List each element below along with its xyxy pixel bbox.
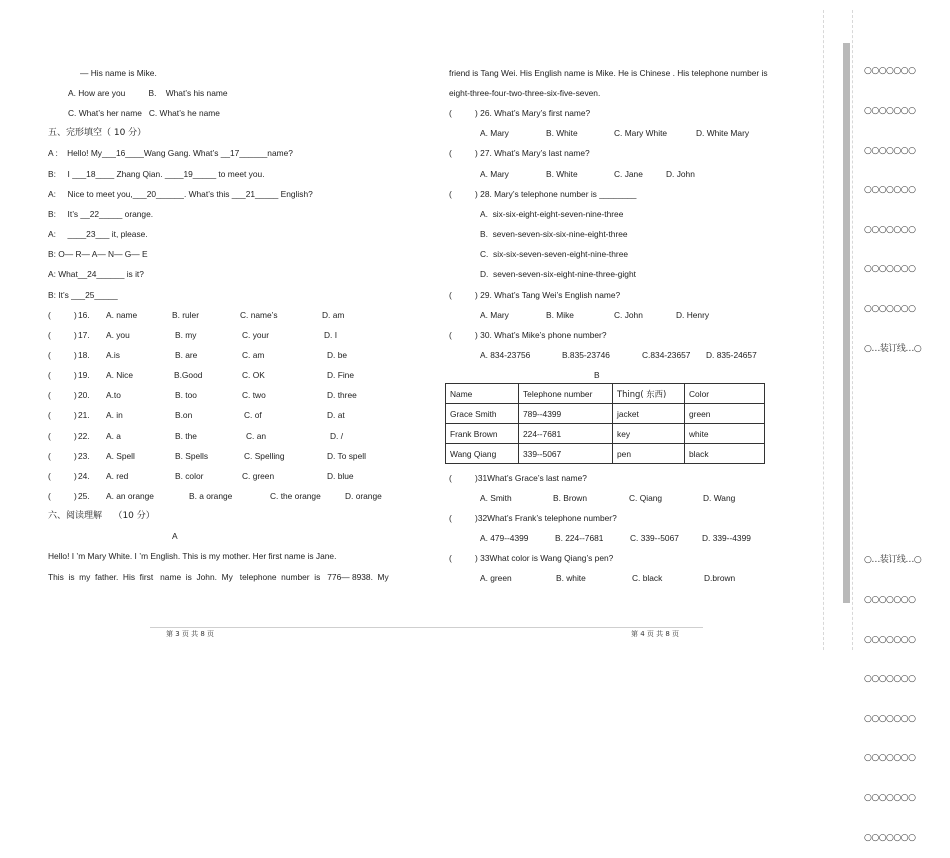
table-header-cell: Telephone number xyxy=(519,384,613,404)
binding-row: ○○○○○○○ xyxy=(864,634,916,645)
binding-line-label: ○…装订线…○ xyxy=(864,343,922,354)
option-b: B. too xyxy=(175,390,197,400)
answer-paren[interactable]: ( ) xyxy=(48,330,77,340)
info-table xyxy=(445,383,765,464)
table-header-cell: Color xyxy=(685,384,765,404)
question-28[interactable]: ( ) 28. Mary’s telephone number is ________ xyxy=(449,189,637,199)
table-header-cell: Name xyxy=(446,384,519,404)
dialog-line: A : Hello! My___16____Wang Gang. What’s __17______name? xyxy=(48,148,293,158)
option-d: D.brown xyxy=(704,573,736,583)
binding-row: ○○○○○○○ xyxy=(864,106,916,117)
binding-row: ○○○○○○○ xyxy=(864,674,916,685)
option-a: A. Mary xyxy=(480,128,509,138)
table-header-row xyxy=(446,384,765,404)
question-number: 24. xyxy=(78,471,90,481)
answer-paren[interactable]: ( ) xyxy=(48,431,77,441)
binding-row: ○○○○○○○ xyxy=(864,185,916,196)
option-d: D. be xyxy=(327,350,348,360)
question-number: 17. xyxy=(78,330,90,340)
option-d: D. / xyxy=(330,431,344,441)
option-a: A. Mary xyxy=(480,169,509,179)
option-a: A. Mary xyxy=(480,310,509,320)
option-c: C. two xyxy=(242,390,266,400)
section-heading-5: 五、完形填空（ 10 分） xyxy=(48,128,147,138)
answer-paren[interactable]: ( ) xyxy=(48,350,77,360)
option-d: D. blue xyxy=(327,471,354,481)
option-a: A. red xyxy=(106,471,129,481)
option-a: A. Nice xyxy=(106,370,133,380)
binding-row: ○○○○○○○ xyxy=(864,304,916,315)
option-a: A. green xyxy=(480,573,512,583)
option-a: A. 479--4399 xyxy=(480,533,529,543)
binding-row: ○○○○○○○ xyxy=(864,793,916,804)
option-b: B. Mike xyxy=(546,310,574,320)
table-cell: black xyxy=(685,444,765,464)
option-b: B. my xyxy=(175,330,197,340)
option-d: D. White Mary xyxy=(696,128,750,138)
binding-scrollbar[interactable] xyxy=(843,43,850,603)
option-a: A. Spell xyxy=(106,451,135,461)
margin-divider xyxy=(852,10,853,650)
option-d: D. seven-seven-six-eight-nine-three-gight xyxy=(480,269,636,279)
option-c: C.834-23657 xyxy=(642,350,691,360)
question-number: 20. xyxy=(78,390,90,400)
option-a: A. Smith xyxy=(480,493,512,503)
option-d: D. Henry xyxy=(676,310,710,320)
option-b: B. color xyxy=(175,471,204,481)
question-number: 25. xyxy=(78,491,90,501)
question-27[interactable]: ( ) 27. What’s Mary’s last name? xyxy=(449,148,590,158)
passage-line: This is my father. His first name is John. My telephone number is 776— 8938. My xyxy=(48,572,389,582)
dialog-line: B: It’s __22_____ orange. xyxy=(48,209,154,219)
option-a: A. 834-23756 xyxy=(480,350,531,360)
option-b: B. 224--7681 xyxy=(555,533,604,543)
option-c: C. of xyxy=(244,410,262,420)
margin-divider xyxy=(823,10,824,650)
option-a: A. name xyxy=(106,310,138,320)
table-cell: pen xyxy=(613,444,685,464)
option-b: B.835-23746 xyxy=(562,350,610,360)
option-c: C. name’s xyxy=(240,310,278,320)
option-a: A. a xyxy=(106,431,121,441)
section-heading-6: 六、阅读理解 （10 分） xyxy=(48,511,155,521)
option-c: C. Qiang xyxy=(629,493,663,503)
option-c: C. OK xyxy=(242,370,265,380)
option-d: D. 835-24657 xyxy=(706,350,757,360)
question-26[interactable]: ( ) 26. What’s Mary’s first name? xyxy=(449,108,591,118)
option-c: C. 339--5067 xyxy=(630,533,679,543)
option-a: A. in xyxy=(106,410,123,420)
option-d: D. Wang xyxy=(703,493,736,503)
dialog-line: A: ____23___ it, please. xyxy=(48,229,148,239)
binding-circles-bottom xyxy=(864,528,921,858)
passage-line: friend is Tang Wei. His English name is Mike. He is Chinese . His telephone number is xyxy=(449,68,768,78)
option-c: C. green xyxy=(242,471,275,481)
page-footer-left: 第 3 页 共 8 页 xyxy=(166,630,215,638)
dialog-line: A: What__24______ is it? xyxy=(48,269,144,279)
option-d: D. Fine xyxy=(327,370,354,380)
option-b: B. the xyxy=(175,431,197,441)
option-b: B. Brown xyxy=(553,493,587,503)
option-c: C. the orange xyxy=(270,491,321,501)
option-b: B. seven-seven-six-six-nine-eight-three xyxy=(480,229,628,239)
option-c: C. your xyxy=(242,330,269,340)
answer-paren[interactable]: ( ) xyxy=(48,370,77,380)
table-cell: key xyxy=(613,424,685,444)
binding-row: ○○○○○○○ xyxy=(864,66,916,77)
question-number: 19. xyxy=(78,370,90,380)
option-d: D. orange xyxy=(345,491,382,501)
option-d: D. am xyxy=(322,310,345,320)
question-30[interactable]: ( ) 30. What’s Mike’s phone number? xyxy=(449,330,607,340)
option-b: B. a orange xyxy=(189,491,233,501)
binding-row: ○○○○○○○ xyxy=(864,145,916,156)
binding-circles-top xyxy=(864,39,921,369)
option-a: A. six-six-eight-eight-seven-nine-three xyxy=(480,209,624,219)
answer-paren[interactable]: ( ) xyxy=(48,491,77,501)
option-b: B. ruler xyxy=(172,310,199,320)
passage-line: eight-three-four-two-three-six-five-seven. xyxy=(449,88,601,98)
option-c: C. Mary White xyxy=(614,128,668,138)
table-row xyxy=(446,444,765,464)
answer-paren[interactable]: ( ) xyxy=(48,390,77,400)
option-c: C. Jane xyxy=(614,169,643,179)
binding-row: ○○○○○○○ xyxy=(864,753,916,764)
answer-paren[interactable]: ( ) xyxy=(48,471,77,481)
option-d: D. 339--4399 xyxy=(702,533,751,543)
answer-paren[interactable]: ( ) xyxy=(48,451,77,461)
option-c: C. John xyxy=(614,310,643,320)
footer-rule xyxy=(150,627,703,628)
option-c: C. am xyxy=(242,350,265,360)
option-a: A. you xyxy=(106,330,130,340)
table-cell: 789--4399 xyxy=(519,404,613,424)
binding-row: ○○○○○○○ xyxy=(864,595,916,606)
question-29[interactable]: ( ) 29. What’s Tang Wei’s English name? xyxy=(449,290,621,300)
passage-line: Hello! I ’m Mary White. I ’m English. This is my mother. Her first name is Jane. xyxy=(48,551,337,561)
binding-row: ○○○○○○○ xyxy=(864,224,916,235)
answer-paren[interactable]: ( ) xyxy=(48,410,77,420)
binding-row: ○○○○○○○ xyxy=(864,832,916,843)
option-c: C. Spelling xyxy=(244,451,285,461)
table-cell: Grace Smith xyxy=(446,404,519,424)
table-row xyxy=(446,424,765,444)
option-b: B. are xyxy=(175,350,198,360)
option-b: B.on xyxy=(175,410,193,420)
dialog-line: B: O— R— A— N— G— E xyxy=(48,249,148,259)
question-number: 22. xyxy=(78,431,90,441)
table-cell: 339--5067 xyxy=(519,444,613,464)
option-d: D. John xyxy=(666,169,695,179)
option-d: D. To spell xyxy=(327,451,366,461)
dialog-line: B: It’s ___25_____ xyxy=(48,290,118,300)
table-cell: Frank Brown xyxy=(446,424,519,444)
table-cell: jacket xyxy=(613,404,685,424)
option-d: D. at xyxy=(327,410,345,420)
answer-paren[interactable]: ( ) xyxy=(48,310,77,320)
option-c: C. black xyxy=(632,573,663,583)
option-d: D. three xyxy=(327,390,357,400)
options-line: A. How are you B. What’s his name xyxy=(68,88,228,98)
question-number: 18. xyxy=(78,350,90,360)
option-d: D. I xyxy=(324,330,338,340)
question-32[interactable]: ( )32What’s Frank’s telephone number? xyxy=(449,513,617,523)
passage-label: A xyxy=(172,531,178,541)
table-cell: Wang Qiang xyxy=(446,444,519,464)
binding-row: ○○○○○○○ xyxy=(864,264,916,275)
options-line: C. What’s her name C. What’s he name xyxy=(68,108,220,118)
question-31[interactable]: ( )31What’s Grace’s last name? xyxy=(449,473,587,483)
question-33[interactable]: ( ) 33What color is Wang Qiang’s pen? xyxy=(449,553,614,563)
binding-row: ○○○○○○○ xyxy=(864,713,916,724)
option-b: B.Good xyxy=(174,370,203,380)
option-c: C. an xyxy=(246,431,267,441)
table-row xyxy=(446,404,765,424)
option-c: C. six-six-seven-seven-eight-nine-three xyxy=(480,249,629,259)
table-cell: green xyxy=(685,404,765,424)
option-a: A.is xyxy=(106,350,120,360)
question-number: 16. xyxy=(78,310,90,320)
dialog-line: B: I ___18____ Zhang Qian. ____19_____ to meet you. xyxy=(48,169,265,179)
table-header-cell: Thing( 东西) xyxy=(613,384,685,404)
option-b: B. Spells xyxy=(175,451,209,461)
option-a: A.to xyxy=(106,390,121,400)
dialog-line: — His name is Mike. xyxy=(80,68,157,78)
option-b: B. White xyxy=(546,169,578,179)
option-a: A. an orange xyxy=(106,491,154,501)
table-cell: white xyxy=(685,424,765,444)
dialog-line: A: Nice to meet you,___20______. What’s this ___21_____ English? xyxy=(48,189,313,199)
option-b: B. White xyxy=(546,128,578,138)
page-footer-right: 第 4 页 共 8 页 xyxy=(631,630,680,638)
passage-label: B xyxy=(594,370,600,380)
question-number: 23. xyxy=(78,451,90,461)
option-b: B. white xyxy=(556,573,586,583)
question-number: 21. xyxy=(78,410,90,420)
table-cell: 224--7681 xyxy=(519,424,613,444)
binding-line-label: ○…装订线…○ xyxy=(864,555,922,566)
